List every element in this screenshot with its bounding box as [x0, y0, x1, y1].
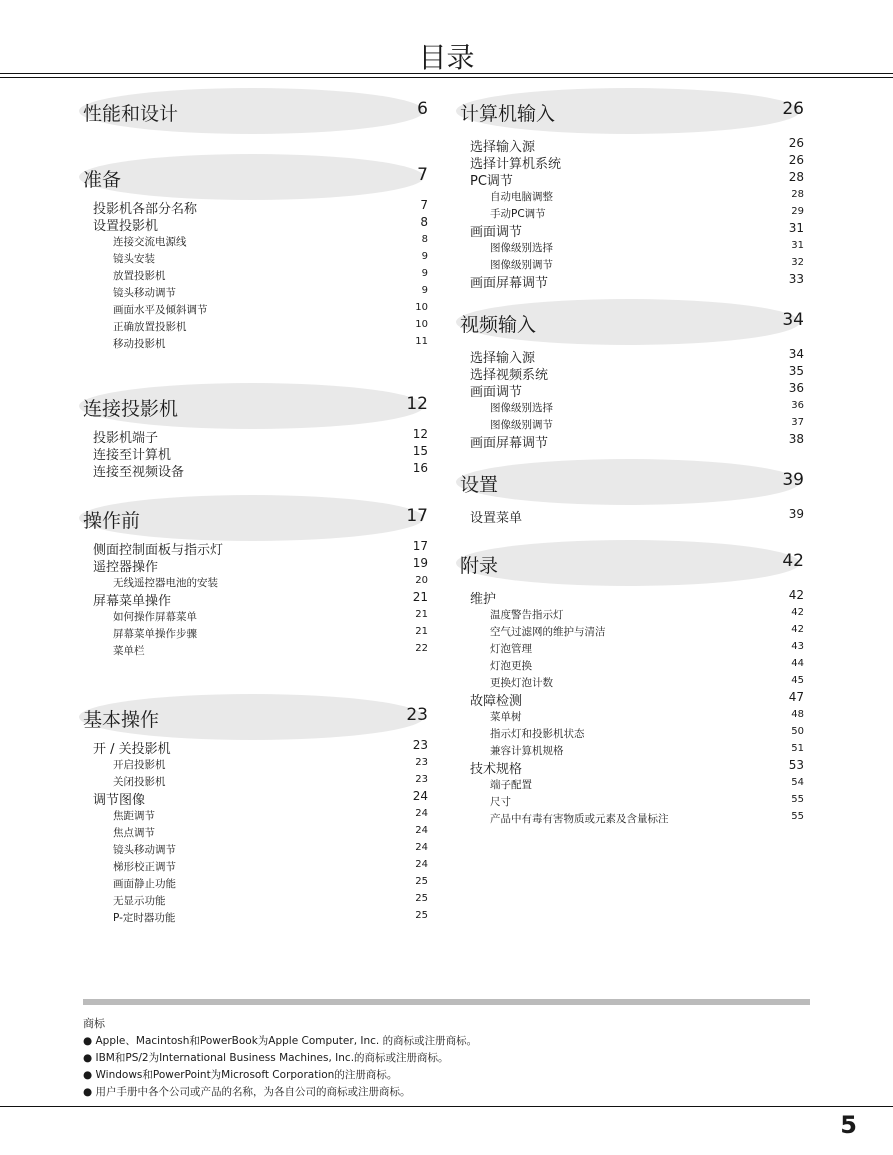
toc-entry[interactable] — [460, 690, 804, 707]
entry-page: 51 — [791, 743, 804, 754]
bullet-icon: ● — [83, 1035, 96, 1047]
toc-entry[interactable] — [460, 153, 804, 170]
entry-page: 23 — [412, 738, 428, 752]
footer-rule — [0, 1106, 893, 1107]
section-highlight — [456, 540, 800, 586]
entry-title: 开启投影机 — [113, 759, 166, 771]
trademark-text: IBM和PS/2为International Business Machines, Inc.的商标或注册商标。 — [95, 1052, 449, 1064]
entry-title: 技术规格 — [470, 762, 523, 777]
entry-page: 25 — [415, 910, 428, 921]
entry-page: 31 — [788, 221, 804, 235]
entry-page: 32 — [791, 257, 804, 268]
entry-title: 连接至计算机 — [93, 448, 172, 463]
entry-page: 21 — [412, 590, 428, 604]
entry-title: 画面水平及倾斜调节 — [113, 304, 208, 316]
entry-page: 39 — [788, 507, 804, 521]
entry-page: 21 — [415, 626, 428, 637]
entry-page: 28 — [791, 189, 804, 200]
toc-entry[interactable] — [460, 136, 804, 153]
section-page: 17 — [406, 506, 428, 526]
trademark-heading: 商标 — [83, 1017, 105, 1030]
toc-entry[interactable] — [83, 539, 428, 556]
toc-entry[interactable] — [460, 170, 804, 187]
entry-page: 24 — [415, 842, 428, 853]
entry-title: 故障检测 — [470, 694, 523, 709]
entry-title: 更换灯泡计数 — [490, 677, 553, 689]
entry-page: 48 — [791, 709, 804, 720]
entry-page: 9 — [421, 285, 428, 296]
entry-title: 选择计算机系统 — [470, 157, 562, 172]
section-page: 42 — [782, 551, 804, 571]
entry-page: 17 — [412, 539, 428, 553]
toc-subentry[interactable] — [83, 607, 428, 624]
toc-subentry[interactable] — [83, 908, 428, 925]
section-page: 23 — [406, 705, 428, 725]
entry-page: 23 — [415, 774, 428, 785]
entry-title: 尺寸 — [490, 796, 511, 808]
entry-title: 镜头安装 — [113, 253, 155, 265]
toc-subentry[interactable] — [460, 204, 804, 221]
toc-subentry[interactable] — [83, 857, 428, 874]
entry-page: 9 — [421, 268, 428, 279]
toc-subentry[interactable] — [83, 232, 428, 249]
entry-title: 调节图像 — [93, 793, 146, 808]
footer-divider — [83, 999, 810, 1005]
entry-title: 开 / 关投影机 — [93, 742, 171, 757]
entry-page: 23 — [415, 757, 428, 768]
entry-page: 36 — [791, 400, 804, 411]
entry-page: 24 — [415, 859, 428, 870]
toc-subentry[interactable] — [460, 255, 804, 272]
entry-title: 产品中有毒有害物质或元素及含量标注 — [490, 813, 669, 825]
header-rule-bottom — [0, 77, 893, 78]
trademark-item — [83, 1067, 397, 1082]
entry-title: 灯泡管理 — [490, 643, 532, 655]
section-highlight — [79, 154, 424, 200]
toc-entry[interactable] — [460, 221, 804, 238]
entry-page: 43 — [791, 641, 804, 652]
entry-page: 53 — [788, 758, 804, 772]
section-title: 基本操作 — [83, 709, 160, 731]
toc-subentry[interactable] — [83, 334, 428, 351]
entry-page: 7 — [420, 198, 428, 212]
toc-subentry[interactable] — [83, 891, 428, 908]
entry-title: 连接至视频设备 — [93, 465, 185, 480]
section-page: 6 — [417, 99, 428, 119]
entry-page: 25 — [415, 893, 428, 904]
toc-section[interactable] — [460, 467, 804, 497]
entry-title: 空气过滤网的维护与清洁 — [490, 626, 606, 638]
entry-title: 菜单栏 — [113, 645, 145, 657]
toc-subentry[interactable] — [460, 707, 804, 724]
entry-title: 灯泡更换 — [490, 660, 532, 672]
toc-subentry[interactable] — [460, 724, 804, 741]
entry-page: 8 — [421, 234, 428, 245]
section-title: 性能和设计 — [83, 103, 179, 125]
toc-subentry[interactable] — [83, 249, 428, 266]
toc-subentry[interactable] — [83, 573, 428, 590]
section-title: 连接投影机 — [83, 398, 179, 420]
entry-page: 24 — [415, 808, 428, 819]
entry-title: 端子配置 — [490, 779, 532, 791]
entry-page: 16 — [412, 461, 428, 475]
entry-title: 维护 — [470, 592, 497, 607]
entry-title: 自动电脑调整 — [490, 191, 553, 203]
toc-section[interactable] — [83, 702, 428, 732]
entry-page: 42 — [791, 624, 804, 635]
entry-title: 图像级别选择 — [490, 402, 553, 414]
entry-title: P-定时器功能 — [113, 912, 176, 924]
entry-title: 选择视频系统 — [470, 368, 549, 383]
entry-title: 镜头移动调节 — [113, 844, 176, 856]
toc-subentry[interactable] — [83, 806, 428, 823]
entry-page: 42 — [788, 588, 804, 602]
entry-title: 图像级别选择 — [490, 242, 553, 254]
entry-title: 焦点调节 — [113, 827, 155, 839]
toc-entry[interactable] — [460, 381, 804, 398]
toc-subentry[interactable] — [460, 605, 804, 622]
entry-page: 31 — [791, 240, 804, 251]
page-title: 目录 — [418, 41, 475, 74]
entry-page: 35 — [788, 364, 804, 378]
toc-section[interactable] — [460, 307, 804, 337]
entry-page: 11 — [415, 336, 428, 347]
toc-section[interactable] — [460, 96, 804, 126]
toc-subentry[interactable] — [460, 792, 804, 809]
entry-page: 45 — [791, 675, 804, 686]
entry-title: 手动PC调节 — [490, 208, 546, 220]
entry-page: 9 — [421, 251, 428, 262]
entry-title: 选择输入源 — [470, 140, 536, 155]
toc-left-column — [83, 96, 428, 925]
toc-subentry[interactable] — [83, 840, 428, 857]
toc-entry[interactable] — [460, 588, 804, 605]
toc-subentry[interactable] — [83, 772, 428, 789]
section-page: 7 — [417, 165, 428, 185]
toc-entry[interactable] — [83, 789, 428, 806]
entry-page: 24 — [412, 789, 428, 803]
toc-entry[interactable] — [83, 556, 428, 573]
entry-title: 指示灯和投影机状态 — [490, 728, 585, 740]
entry-title: 焦距调节 — [113, 810, 155, 822]
trademark-item — [83, 1084, 411, 1099]
entry-page: 24 — [415, 825, 428, 836]
trademark-item — [83, 1033, 477, 1048]
entry-page: 33 — [788, 272, 804, 286]
entry-page: 21 — [415, 609, 428, 620]
entry-title: 温度警告指示灯 — [490, 609, 564, 621]
entry-page: 54 — [791, 777, 804, 788]
entry-page: 29 — [791, 206, 804, 217]
entry-title: 遥控器操作 — [93, 560, 159, 575]
toc-section[interactable] — [460, 548, 804, 578]
toc-subentry[interactable] — [83, 317, 428, 334]
toc-subentry[interactable] — [460, 673, 804, 690]
entry-title: 设置菜单 — [470, 511, 523, 526]
toc-entry[interactable] — [460, 364, 804, 381]
trademark-text: Windows和PowerPoint为Microsoft Corporation的注册商标。 — [95, 1069, 398, 1081]
entry-title: 侧面控制面板与指示灯 — [93, 543, 224, 558]
toc-subentry[interactable] — [460, 238, 804, 255]
toc-subentry[interactable] — [460, 775, 804, 792]
entry-title: 梯形校正调节 — [113, 861, 176, 873]
entry-page: 20 — [415, 575, 428, 586]
toc-subentry[interactable] — [83, 266, 428, 283]
entry-page: 12 — [412, 427, 428, 441]
toc-subentry[interactable] — [83, 874, 428, 891]
entry-page: 44 — [791, 658, 804, 669]
bullet-icon: ● — [83, 1052, 96, 1064]
toc-subentry[interactable] — [460, 741, 804, 758]
section-title: 设置 — [460, 474, 499, 496]
entry-page: 8 — [420, 215, 428, 229]
toc-entry[interactable] — [460, 758, 804, 775]
entry-title: 选择输入源 — [470, 351, 536, 366]
entry-title: 投影机端子 — [93, 431, 159, 446]
entry-title: 连接交流电源线 — [113, 236, 187, 248]
entry-page: 22 — [415, 643, 428, 654]
toc-entry[interactable] — [460, 507, 804, 524]
section-title: 操作前 — [83, 510, 141, 532]
trademark-text: Apple、Macintosh和PowerBook为Apple Computer, Inc. 的商标或注册商标。 — [95, 1035, 478, 1047]
section-highlight — [456, 459, 800, 505]
toc-subentry[interactable] — [460, 809, 804, 826]
toc-entry[interactable] — [460, 347, 804, 364]
section-title: 计算机输入 — [460, 103, 556, 125]
entry-title: 图像级别调节 — [490, 419, 553, 431]
entry-title: 画面屏幕调节 — [470, 436, 549, 451]
entry-page: 42 — [791, 607, 804, 618]
toc-subentry[interactable] — [460, 398, 804, 415]
entry-page: 26 — [788, 136, 804, 150]
toc-entry[interactable] — [83, 427, 428, 444]
toc-subentry[interactable] — [83, 283, 428, 300]
trademark-text: 用户手册中各个公司或产品的名称，为各自公司的商标或注册商标。 — [95, 1086, 411, 1098]
entry-page: 34 — [788, 347, 804, 361]
entry-title: 画面屏幕调节 — [470, 276, 549, 291]
toc-subentry[interactable] — [83, 755, 428, 772]
toc-subentry[interactable] — [83, 624, 428, 641]
entry-page: 47 — [788, 690, 804, 704]
entry-page: 19 — [412, 556, 428, 570]
bullet-icon: ● — [83, 1086, 96, 1098]
toc-subentry[interactable] — [83, 823, 428, 840]
toc-subentry[interactable] — [460, 639, 804, 656]
entry-title: 设置投影机 — [93, 219, 159, 234]
entry-page: 15 — [412, 444, 428, 458]
toc-section[interactable] — [83, 162, 428, 192]
entry-page: 26 — [788, 153, 804, 167]
toc-right-column — [460, 96, 804, 826]
entry-title: 兼容计算机规格 — [490, 745, 564, 757]
section-page: 26 — [782, 99, 804, 119]
section-page: 12 — [406, 394, 428, 414]
entry-title: 正确放置投影机 — [113, 321, 187, 333]
entry-title: 画面静止功能 — [113, 878, 176, 890]
toc-entry[interactable] — [460, 272, 804, 289]
entry-title: 镜头移动调节 — [113, 287, 176, 299]
bullet-icon: ● — [83, 1069, 96, 1081]
toc-entry[interactable] — [83, 738, 428, 755]
section-title: 视频输入 — [460, 314, 537, 336]
entry-title: 投影机各部分名称 — [93, 202, 198, 217]
entry-title: 放置投影机 — [113, 270, 166, 282]
entry-title: 图像级别调节 — [490, 259, 553, 271]
entry-title: 屏幕菜单操作步骤 — [113, 628, 197, 640]
entry-page: 28 — [788, 170, 804, 184]
entry-title: 屏幕菜单操作 — [93, 594, 172, 609]
entry-title: 画面调节 — [470, 385, 523, 400]
toc-entry[interactable] — [83, 444, 428, 461]
entry-title: 移动投影机 — [113, 338, 166, 350]
toc-section[interactable] — [83, 96, 428, 126]
entry-title: 画面调节 — [470, 225, 523, 240]
toc-subentry[interactable] — [83, 300, 428, 317]
toc-entry[interactable] — [83, 590, 428, 607]
toc-subentry[interactable] — [460, 622, 804, 639]
entry-page: 55 — [791, 811, 804, 822]
entry-page: 50 — [791, 726, 804, 737]
entry-page: 55 — [791, 794, 804, 805]
toc-subentry[interactable] — [460, 656, 804, 673]
trademark-item — [83, 1050, 449, 1065]
toc-entry[interactable] — [83, 461, 428, 478]
entry-title: 无显示功能 — [113, 895, 166, 907]
entry-title: 如何操作屏幕菜单 — [113, 611, 197, 623]
entry-page: 38 — [788, 432, 804, 446]
section-title: 附录 — [460, 555, 499, 577]
toc-subentry[interactable] — [460, 415, 804, 432]
section-title: 准备 — [83, 169, 122, 191]
entry-title: 关闭投影机 — [113, 776, 166, 788]
section-page: 39 — [782, 470, 804, 490]
toc-section[interactable] — [83, 391, 428, 421]
header-rule-top — [0, 73, 893, 74]
entry-page: 10 — [415, 302, 428, 313]
entry-page: 36 — [788, 381, 804, 395]
page-number: 5 — [840, 1111, 857, 1139]
toc-section[interactable] — [83, 503, 428, 533]
section-page: 34 — [782, 310, 804, 330]
entry-page: 10 — [415, 319, 428, 330]
entry-title: 菜单树 — [490, 711, 522, 723]
toc-entry[interactable] — [83, 215, 428, 232]
entry-title: 无线遥控器电池的安装 — [113, 577, 218, 589]
toc-entry[interactable] — [460, 432, 804, 449]
entry-page: 25 — [415, 876, 428, 887]
entry-title: PC调节 — [470, 174, 513, 189]
toc-subentry[interactable] — [83, 641, 428, 658]
toc-subentry[interactable] — [460, 187, 804, 204]
entry-page: 37 — [791, 417, 804, 428]
toc-entry[interactable] — [83, 198, 428, 215]
